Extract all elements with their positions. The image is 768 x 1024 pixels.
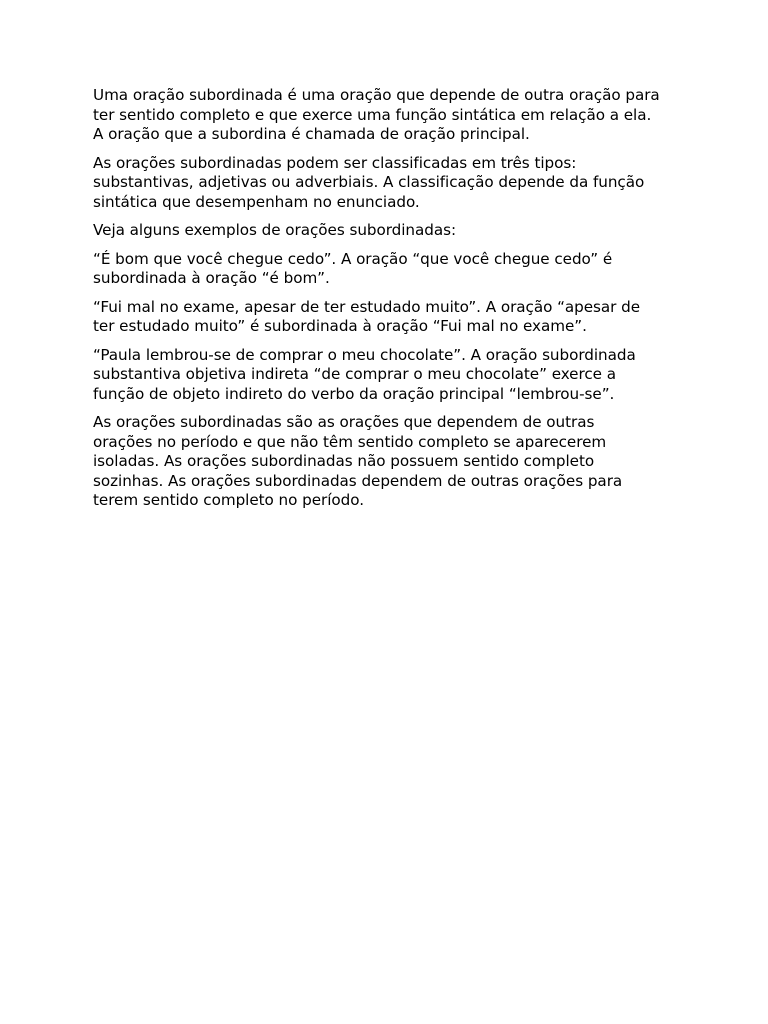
document-body [93,86,693,520]
paragraph-examples-intro: Veja alguns exemplos de orações subordinadas: [93,221,457,239]
paragraph-definition: Uma oração subordinada é uma oração que depende de outra oração para ter sentido completo e que exerce uma função sintática em relação a ela. A oração que a subordina é chamada de oração principal. [93,86,660,143]
paragraph-summary: As orações subordinadas são as orações que dependem de outras orações no período e que não têm sentido completo se aparecerem isoladas. As orações subordinadas não possuem sentido completo sozinhas. As orações subordinadas dependem de outras orações para terem sentido completo no período. [93,413,623,509]
paragraph-example-1: “É bom que você chegue cedo”. A oração “que você chegue cedo” é subordinada à oração “é bom”. [93,249,613,287]
paragraph-example-3: “Paula lembrou-se de comprar o meu chocolate”. A oração subordinada substantiva objetiva indireta “de comprar o meu chocolate” exerce a função de objeto indireto do verbo da oração principal “lembrou-se”. [93,345,636,403]
paragraph-classification: As orações subordinadas podem ser classificadas em três tipos: substantivas, adjetivas ou adverbiais. A classificação depende da função sintática que desempenham no enunciado. [93,153,645,211]
paragraph-example-2: “Fui mal no exame, apesar de ter estudado muito”. A oração “apesar de ter estudado muito” é subordinada à oração “Fui mal no exame”. [93,297,641,335]
